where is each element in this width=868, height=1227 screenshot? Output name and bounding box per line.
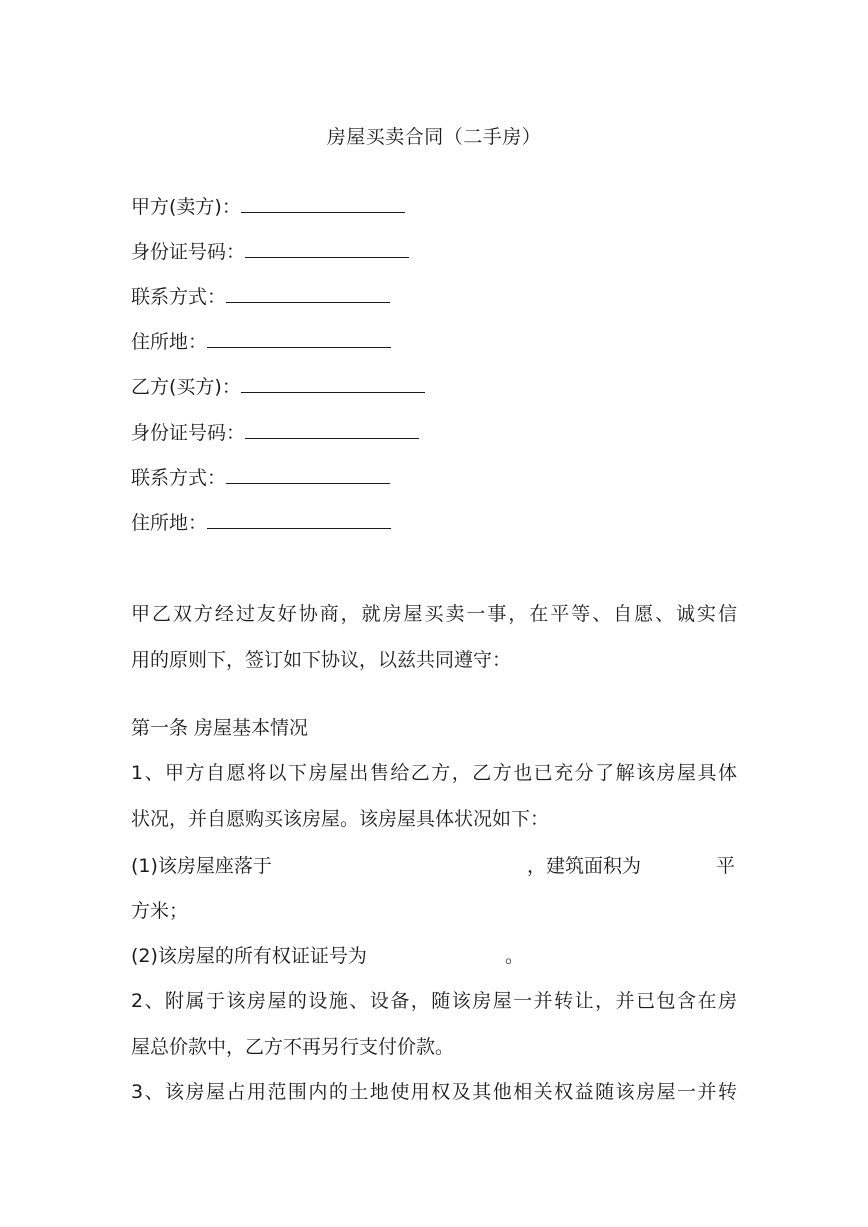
item-2-prefix: (2)该房屋的所有权证证号为 [131,945,367,967]
clause-1-line-2: 状况，并自愿购买该房屋。该房屋具体状况如下： [131,808,550,830]
clause-2-line-1: 2、附属于该房屋的设施、设备，随该房屋一并转让，并已包含在房 [131,990,737,1012]
item-2-row [131,943,737,969]
preamble-line-1: 甲乙双方经过友好协商，就房屋买卖一事，在平等、自愿、诚实信 [131,603,737,625]
seller-address-blank[interactable] [207,329,391,348]
clause-3-line-1: 3、该房屋占用范围内的土地使用权及其他相关权益随该房屋一并转 [131,1081,737,1103]
item-1-row [131,853,737,879]
seller-party-label: 甲方(卖方)： [131,196,241,218]
seller-id-blank[interactable] [245,239,409,258]
buyer-address-blank[interactable] [207,510,391,529]
seller-id-field [131,239,409,265]
seller-address-label: 住所地： [131,331,208,353]
seller-contact-field [131,284,390,310]
buyer-party-blank[interactable] [241,374,425,393]
clause-2-line-2: 屋总价款中，乙方不再另行支付价款。 [131,1036,455,1058]
buyer-party-field [131,374,425,400]
seller-address-field [131,329,391,355]
buyer-contact-field [131,465,390,491]
item-1-prefix: (1)该房屋座落于 [131,855,272,877]
seller-contact-blank[interactable] [226,284,390,303]
seller-id-label: 身份证号码： [131,241,246,263]
document-title: 房屋买卖合同（二手房） [326,126,542,148]
buyer-address-field [131,510,391,536]
buyer-id-blank[interactable] [245,420,419,439]
buyer-address-label: 住所地： [131,512,208,534]
buyer-party-label: 乙方(买方)： [131,376,241,398]
seller-contact-label: 联系方式： [131,286,227,308]
item-2-suffix: 。 [505,945,525,967]
buyer-contact-blank[interactable] [226,465,390,484]
clause-1-line-1: 1、甲方自愿将以下房屋出售给乙方，乙方也已充分了解该房屋具体 [131,762,737,784]
buyer-id-field [131,420,419,446]
article-1-heading: 第一条 房屋基本情况 [131,717,309,739]
seller-party-blank[interactable] [241,194,405,213]
seller-party-field [131,194,405,220]
preamble-line-2: 用的原则下，签订如下协议，以兹共同遵守： [131,649,512,671]
buyer-id-label: 身份证号码： [131,422,246,444]
item-1-continuation: 方米； [131,900,189,922]
item-1-mid: ，建筑面积为 [527,855,642,877]
buyer-contact-label: 联系方式： [131,467,227,489]
item-1-suffix: 平 [716,855,736,877]
